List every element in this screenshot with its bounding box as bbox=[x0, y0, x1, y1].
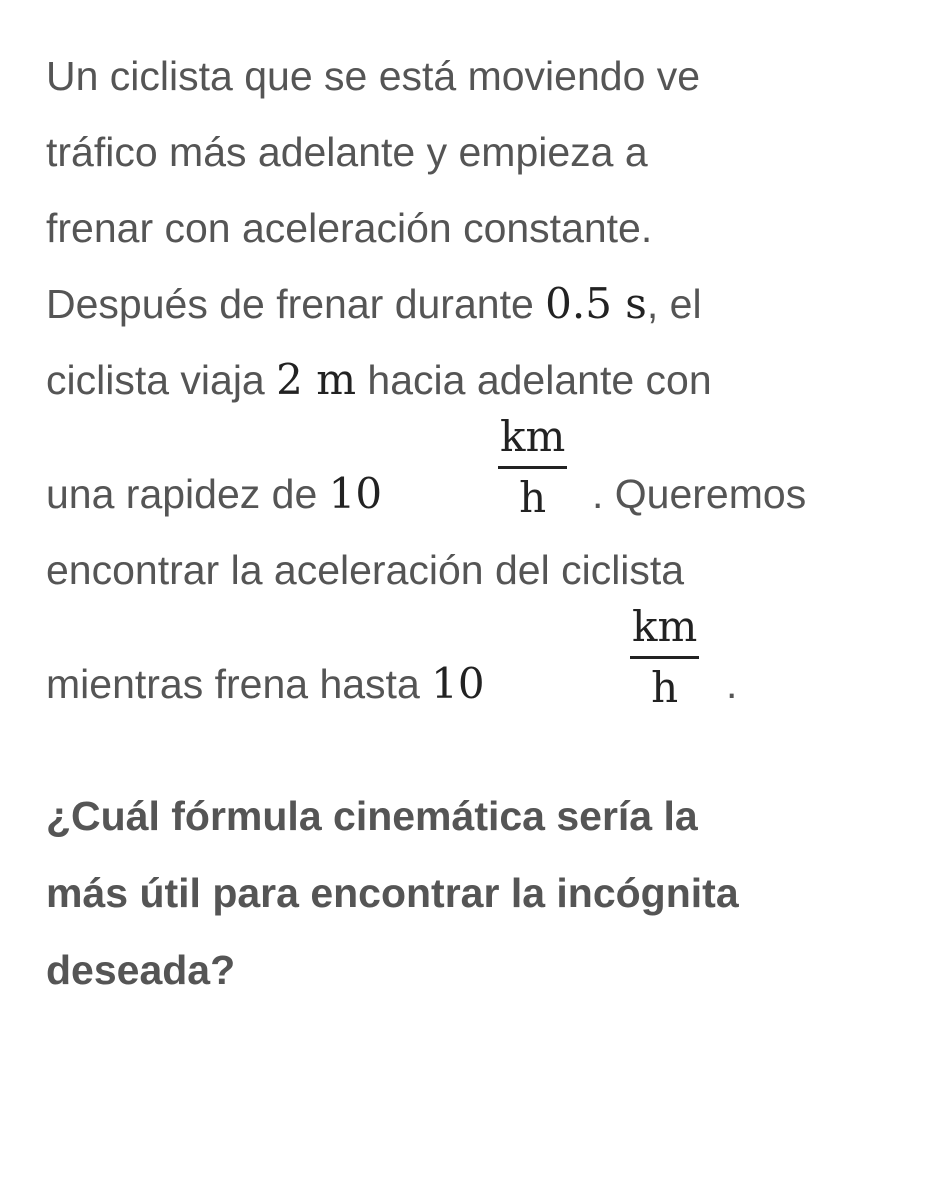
distance-value: 2 m bbox=[276, 355, 357, 404]
fraction-bar bbox=[498, 466, 567, 469]
speed-unit-denominator: h bbox=[519, 473, 547, 522]
speed-number: 10 bbox=[328, 469, 383, 518]
problem-line-8-tail: . bbox=[726, 661, 738, 707]
speed-unit-numerator: km bbox=[500, 412, 566, 461]
problem-line-6 bbox=[46, 412, 906, 532]
speed-unit-fraction bbox=[498, 412, 567, 523]
problem-line-5-tail: hacia adelante con bbox=[356, 357, 712, 403]
problem-line-7: encontrar la aceleración del ciclista bbox=[46, 547, 685, 593]
speed-intro: una rapidez de bbox=[46, 471, 329, 517]
target-speed-number: 10 bbox=[431, 659, 485, 708]
problem-line-5-text: ciclista viaja bbox=[46, 357, 277, 403]
fraction-bar bbox=[630, 656, 699, 659]
problem-statement bbox=[46, 38, 906, 720]
problem-line-5 bbox=[46, 342, 906, 418]
problem-line-1: Un ciclista que se está moviendo ve bbox=[46, 53, 701, 99]
problem-line-6-text bbox=[46, 456, 382, 532]
problem-line-3: frenar con aceleración constante. bbox=[46, 205, 653, 251]
question-line-3: deseada? bbox=[46, 947, 236, 993]
target-speed-unit-numerator: km bbox=[632, 602, 698, 651]
problem-line-8-text bbox=[46, 646, 485, 722]
target-speed-unit-denominator: h bbox=[651, 663, 679, 712]
problem-line-6-tail: . Queremos bbox=[592, 471, 807, 517]
problem-line-2: tráfico más adelante y empieza a bbox=[46, 129, 648, 175]
target-speed-unit-fraction bbox=[630, 602, 699, 713]
problem-content bbox=[46, 38, 906, 1009]
target-speed-intro: mientras frena hasta bbox=[46, 661, 432, 707]
question-line-1: ¿Cuál fórmula cinemática sería la bbox=[46, 793, 698, 839]
problem-line-4 bbox=[46, 266, 906, 342]
problem-line-8 bbox=[46, 602, 906, 720]
question-prompt bbox=[46, 778, 906, 1009]
problem-line-4-text: Después de frenar durante bbox=[46, 281, 546, 327]
problem-line-4-tail: , el bbox=[646, 281, 702, 327]
question-line-2: más útil para encontrar la incógnita bbox=[46, 870, 739, 916]
time-value: 0.5 s bbox=[545, 279, 647, 328]
